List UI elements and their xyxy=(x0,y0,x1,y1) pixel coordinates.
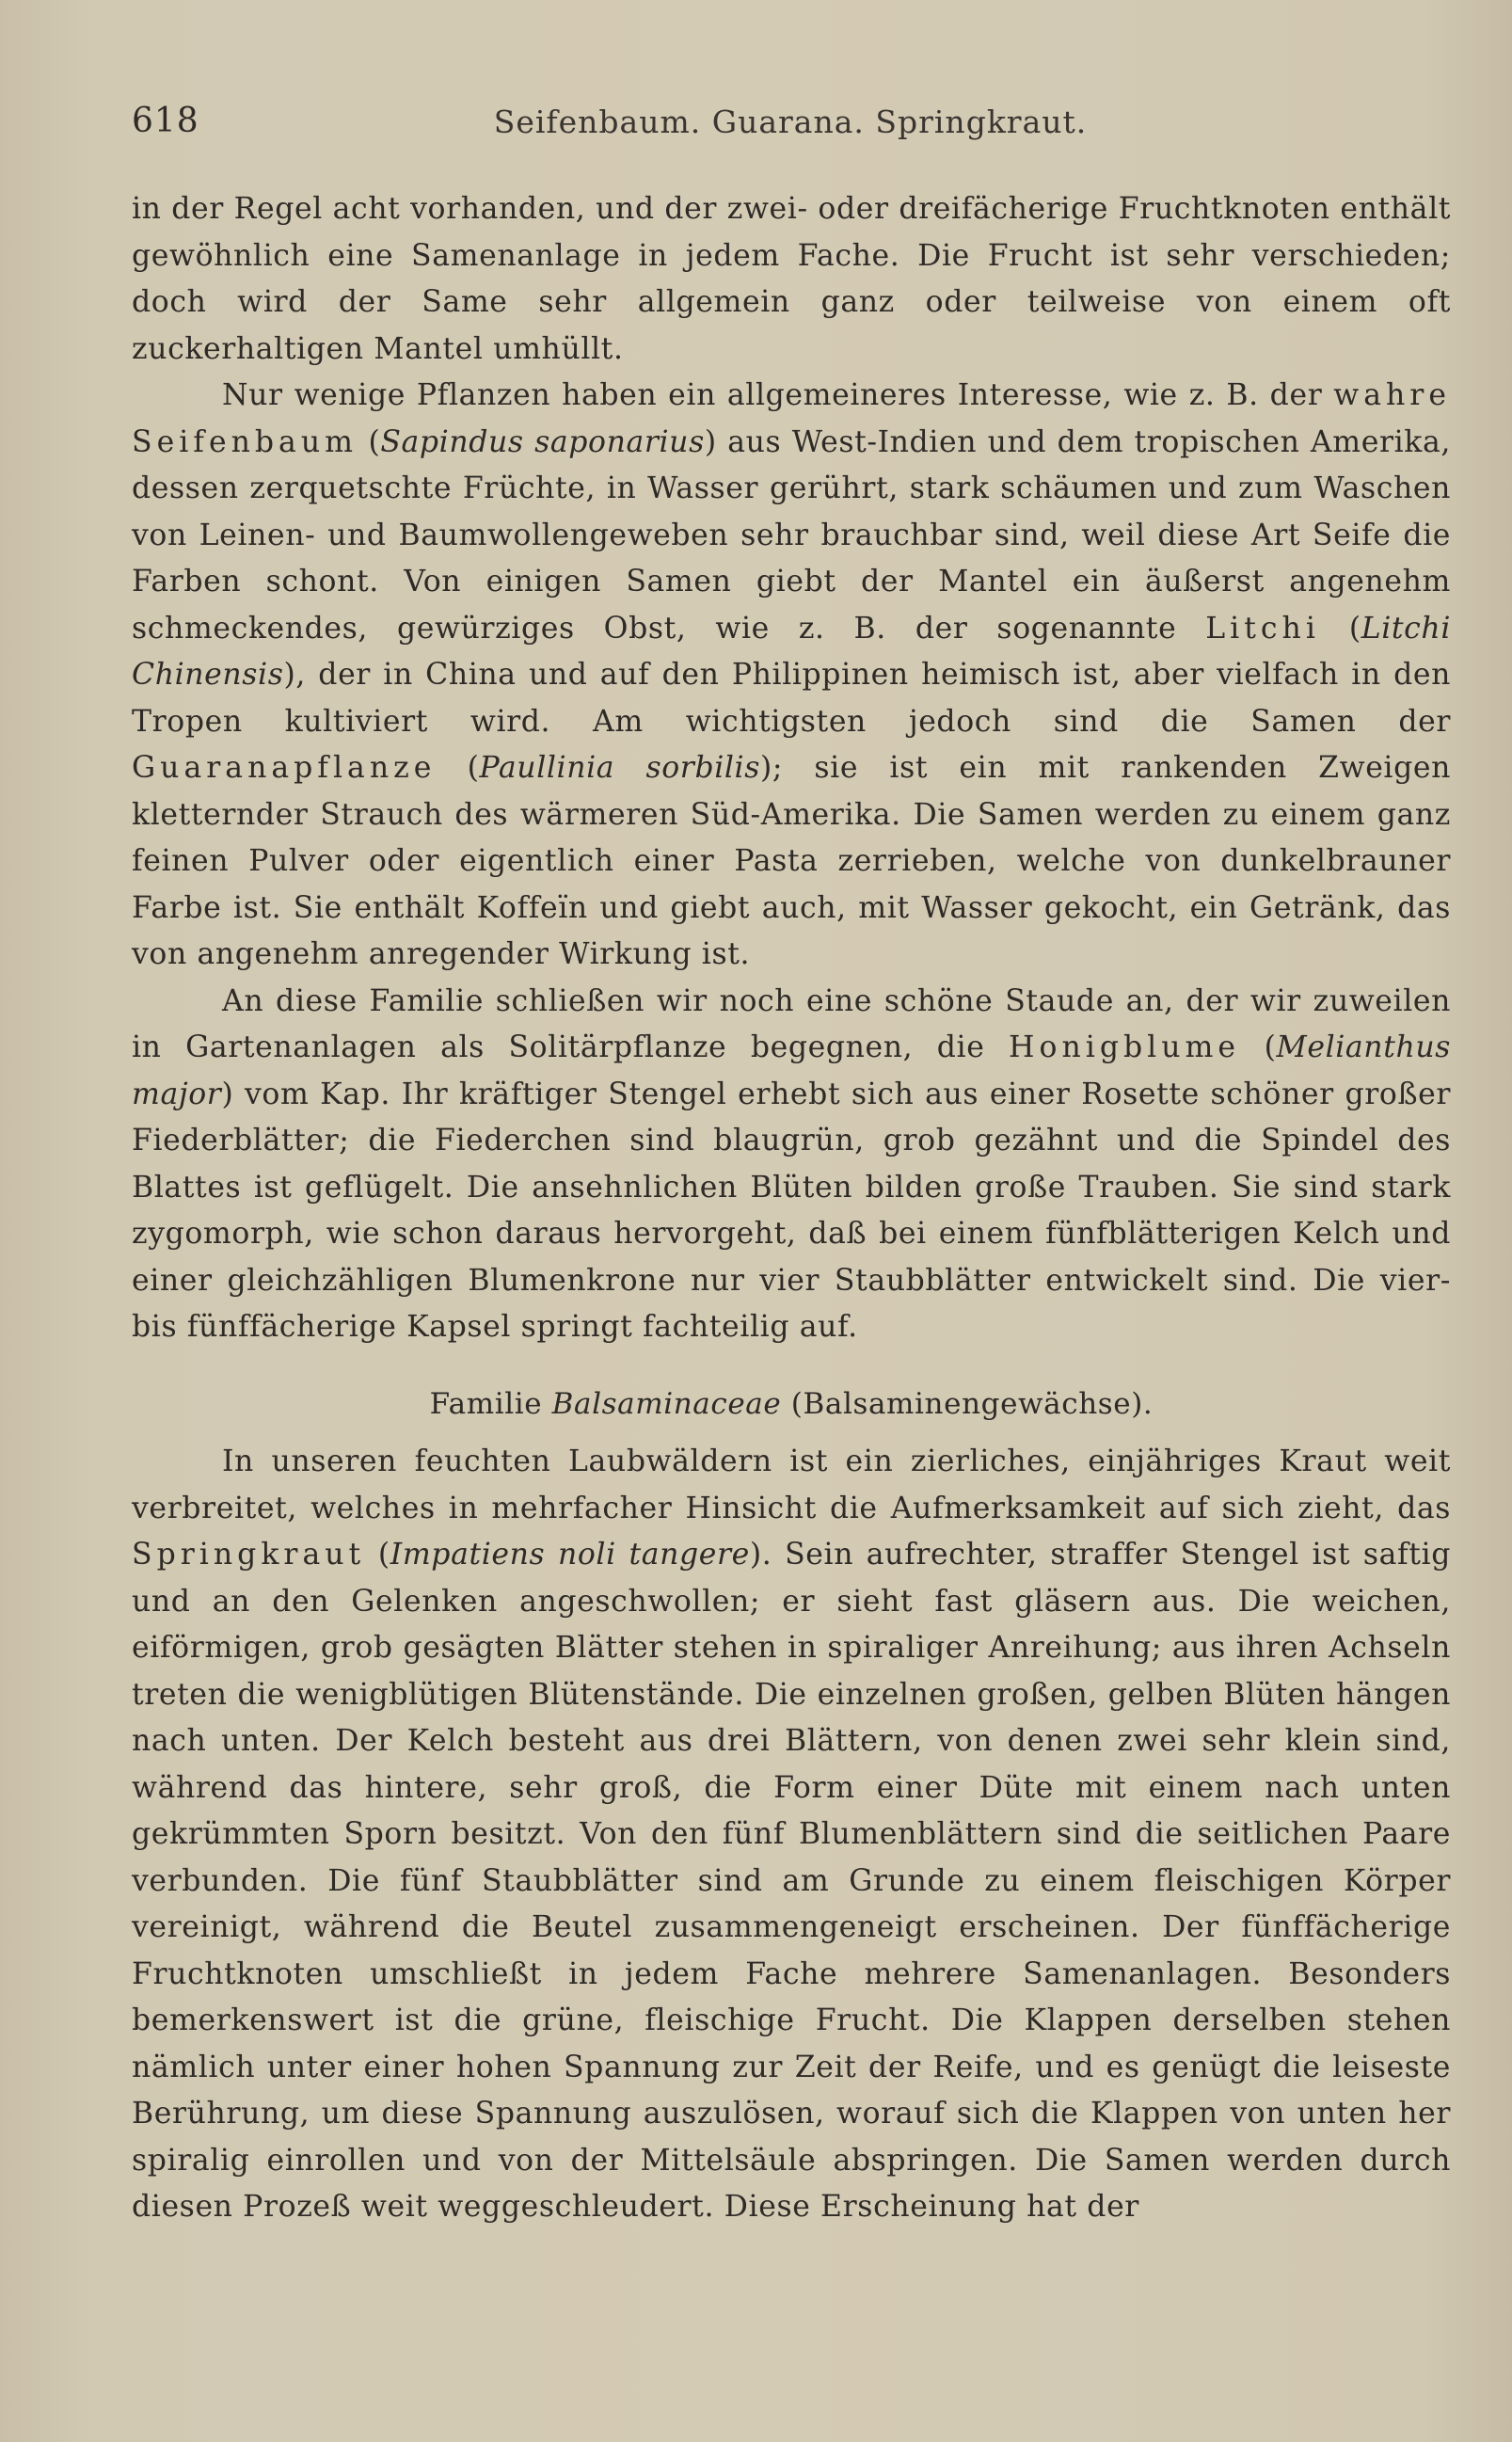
paragraph-3 xyxy=(132,979,1451,1351)
text-run: ) aus West-Indien und dem tropischen Amerika, dessen zerquetschte Früchte, in Wasser gerührt, stark schäumen und zum Waschen von Leinen- und Baumwollengeweben sehr brauchbar sind, weil diese Art Seife die Farben schont. Von einigen Samen giebt der Mantel ein äußerst angenehm schmeckendes, gewürziges Obst, wie z. B. der sogenannte xyxy=(132,424,1451,646)
text-run: ); sie ist ein mit rankenden Zweigen kletternder Strauch des wärmeren Süd-Amerika. Die Samen werden zu einem ganz feinen Pulver oder eigentlich einer Pasta zerrieben, welche von dunkelbrauner Farbe ist. Sie enthält Koffeïn und giebt auch, mit Wasser gekocht, ein Getränk, das von angenehm anregender Wirkung ist. xyxy=(132,751,1451,971)
latin-name: Impatiens noli tangere xyxy=(390,1538,750,1572)
latin-name: Melianthus major xyxy=(132,1030,1451,1111)
body-text xyxy=(132,186,1451,2231)
spaced-term: Honigblume xyxy=(1009,1030,1241,1064)
spaced-term: wahre Seifenbaum xyxy=(132,378,1451,459)
paragraph-2 xyxy=(132,373,1451,979)
section-heading xyxy=(132,1381,1451,1428)
latin-name: Paullinia sorbilis xyxy=(479,751,761,785)
spaced-term: Litchi xyxy=(1205,611,1320,646)
spaced-term: Guaranapflanze xyxy=(132,751,437,785)
text-run: ( xyxy=(436,751,480,785)
running-head: Seifenbaum. Guarana. Springkraut. xyxy=(493,104,1088,140)
latin-name: Sapindus saponarius xyxy=(380,424,705,459)
latin-name: Balsaminaceae xyxy=(551,1386,782,1421)
text-run: Nur wenige Pflanzen haben ein allgemeineres Interesse, wie z. B. der xyxy=(222,378,1334,412)
text-run: ). Sein aufrechter, straffer Stengel ist saftig und an den Gelenken angeschwollen; er sieht fast gläsern aus. Die weichen, eiförmigen, grob gesägten Blätter stehen in spiraliger Anreihung; aus ihren Achseln treten die wenigblütigen Blütenstände. Die einzelnen großen, gelben Blüten hängen nach unten. Der Kelch besteht aus drei Blättern, von denen zwei sehr klein sind, während das hintere, sehr groß, die Form einer Düte mit einem nach unten gekrümmten Sporn besitzt. Von den fünf Blumenblättern sind die seitlichen Paare verbunden. Die fünf Staubblätter sind am Grunde zu einem fleischigen Körper vereinigt, während die Beutel zusammengeneigt erscheinen. Der fünffächerige Fruchtknoten umschließt in jedem Fache mehrere Samenanlagen. Besonders bemerkenswert ist die grüne, fleischige Frucht. Die Klappen derselben stehen nämlich unter einer hohen Spannung zur Zeit der Reife, und es genügt die leiseste Berührung, um diese Spannung auszulösen, worauf sich die Klappen von unten her spiralig einrollen und von der Mittelsäule abspringen. Die Samen werden durch diesen Prozeß weit weggeschleudert. Diese Erscheinung hat der xyxy=(132,1538,1451,2224)
text-run: In unseren feuchten Laubwäldern ist ein zierliches, einjähriges Kraut weit verbreitet, welches in mehrfacher Hinsicht die Aufmerksamkeit auf sich zieht, das xyxy=(132,1444,1451,1525)
paragraph-4 xyxy=(132,1439,1451,2231)
text-run: ), der in China und auf den Philippinen heimisch ist, aber vielfach in den Tropen kultiviert wird. Am wichtigsten jedoch sind die Samen der xyxy=(132,658,1451,739)
text-run: ) vom Kap. Ihr kräftiger Stengel erhebt sich aus einer Rosette schöner großer Fiederblätter; die Fiederchen sind blaugrün, grob gezähnt und die Spindel des Blattes ist geflügelt. Die ansehnlichen Blüten bilden große Trauben. Sie sind stark zygomorph, wie schon daraus hervorgeht, daß bei einem fünfblätterigen Kelch und einer gleichzähligen Blumenkrone nur vier Staubblätter entwickelt sind. Die vier- bis fünffächerige Kapsel springt fachteilig auf. xyxy=(132,1077,1451,1344)
text-run: ( xyxy=(1319,611,1361,646)
page-number: 618 xyxy=(132,102,199,140)
text-run: ( xyxy=(1240,1030,1277,1064)
page-header xyxy=(132,102,1449,149)
text-run: ( xyxy=(365,1538,390,1572)
text-run: An diese Familie schließen wir noch eine schöne Staude an, der wir zuweilen in Gartenanlagen als Solitärpflanze begegnen, die xyxy=(132,983,1451,1064)
text-run: (Balsaminengewächse). xyxy=(781,1386,1154,1421)
text-run: Familie xyxy=(429,1386,552,1421)
spaced-term: Springkraut xyxy=(132,1538,366,1572)
text-run: ( xyxy=(357,424,381,459)
latin-name: Litchi Chinensis xyxy=(132,611,1451,692)
paragraph-1: in der Regel acht vorhanden, und der zwei- oder dreifächerige Fruchtknoten enthält gewöhnlich eine Samenanlage in jedem Fache. Die Frucht ist sehr verschieden; doch wird der Same sehr allgemein ganz oder teilweise von einem oft zuckerhaltigen Mantel umhüllt. xyxy=(132,192,1451,366)
